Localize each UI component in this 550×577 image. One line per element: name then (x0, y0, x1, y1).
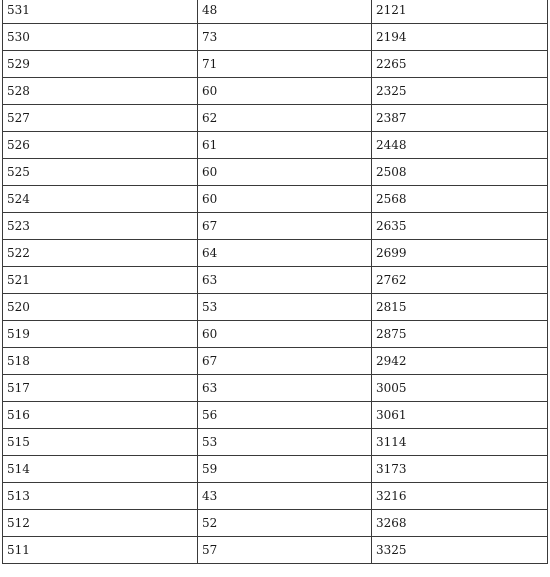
table-cell: 2875 (372, 321, 548, 348)
table-row (3, 483, 548, 510)
table-cell: 523 (3, 213, 198, 240)
table-cell: 516 (3, 402, 198, 429)
table-row (3, 348, 548, 375)
table-cell: 2508 (372, 159, 548, 186)
table-cell: 57 (198, 537, 372, 564)
table-row (3, 456, 548, 483)
table-cell: 53 (198, 294, 372, 321)
table-cell: 67 (198, 348, 372, 375)
table-cell: 531 (3, 0, 198, 24)
table-row (3, 240, 548, 267)
table-cell: 528 (3, 78, 198, 105)
table-cell: 526 (3, 132, 198, 159)
table-cell: 64 (198, 240, 372, 267)
table-cell: 517 (3, 375, 198, 402)
table-cell: 62 (198, 105, 372, 132)
table-body (3, 0, 548, 564)
table-row (3, 294, 548, 321)
table-cell: 2387 (372, 105, 548, 132)
table-cell: 67 (198, 213, 372, 240)
table-row (3, 429, 548, 456)
table-cell: 522 (3, 240, 198, 267)
table-cell: 48 (198, 0, 372, 24)
table-row (3, 186, 548, 213)
table-cell: 3005 (372, 375, 548, 402)
table-row (3, 375, 548, 402)
table-cell: 60 (198, 78, 372, 105)
table-cell: 530 (3, 24, 198, 51)
table-cell: 63 (198, 267, 372, 294)
table-cell: 511 (3, 537, 198, 564)
table-cell: 71 (198, 51, 372, 78)
table-cell: 519 (3, 321, 198, 348)
table-row (3, 78, 548, 105)
table-cell: 3216 (372, 483, 548, 510)
table-cell: 2448 (372, 132, 548, 159)
table-cell: 521 (3, 267, 198, 294)
table-cell: 3114 (372, 429, 548, 456)
table-row (3, 402, 548, 429)
table-cell: 2942 (372, 348, 548, 375)
table-cell: 518 (3, 348, 198, 375)
table-cell: 2265 (372, 51, 548, 78)
table-cell: 512 (3, 510, 198, 537)
table-row (3, 24, 548, 51)
table-cell: 43 (198, 483, 372, 510)
table-row (3, 105, 548, 132)
table-cell: 2699 (372, 240, 548, 267)
table-cell: 3173 (372, 456, 548, 483)
table-cell: 60 (198, 159, 372, 186)
table-cell: 2325 (372, 78, 548, 105)
table-cell: 59 (198, 456, 372, 483)
table-cell: 529 (3, 51, 198, 78)
table-cell: 3061 (372, 402, 548, 429)
score-table (2, 0, 548, 564)
table-row (3, 213, 548, 240)
table-cell: 2635 (372, 213, 548, 240)
table-cell: 61 (198, 132, 372, 159)
table-cell: 3325 (372, 537, 548, 564)
table-row (3, 132, 548, 159)
table-cell: 53 (198, 429, 372, 456)
table-row (3, 267, 548, 294)
table-row (3, 537, 548, 564)
table-cell: 73 (198, 24, 372, 51)
table-cell: 515 (3, 429, 198, 456)
table-cell: 2194 (372, 24, 548, 51)
table-cell: 3268 (372, 510, 548, 537)
table-cell: 63 (198, 375, 372, 402)
table-cell: 513 (3, 483, 198, 510)
table-cell: 2568 (372, 186, 548, 213)
table-cell: 525 (3, 159, 198, 186)
table-row (3, 0, 548, 24)
table-row (3, 51, 548, 78)
table-cell: 524 (3, 186, 198, 213)
table-cell: 527 (3, 105, 198, 132)
table-cell: 52 (198, 510, 372, 537)
table-row (3, 159, 548, 186)
table-cell: 60 (198, 186, 372, 213)
table-cell: 2121 (372, 0, 548, 24)
table-row (3, 321, 548, 348)
table-cell: 520 (3, 294, 198, 321)
table-cell: 514 (3, 456, 198, 483)
table-cell: 2762 (372, 267, 548, 294)
table-row (3, 510, 548, 537)
table-cell: 56 (198, 402, 372, 429)
table-cell: 2815 (372, 294, 548, 321)
table-cell: 60 (198, 321, 372, 348)
